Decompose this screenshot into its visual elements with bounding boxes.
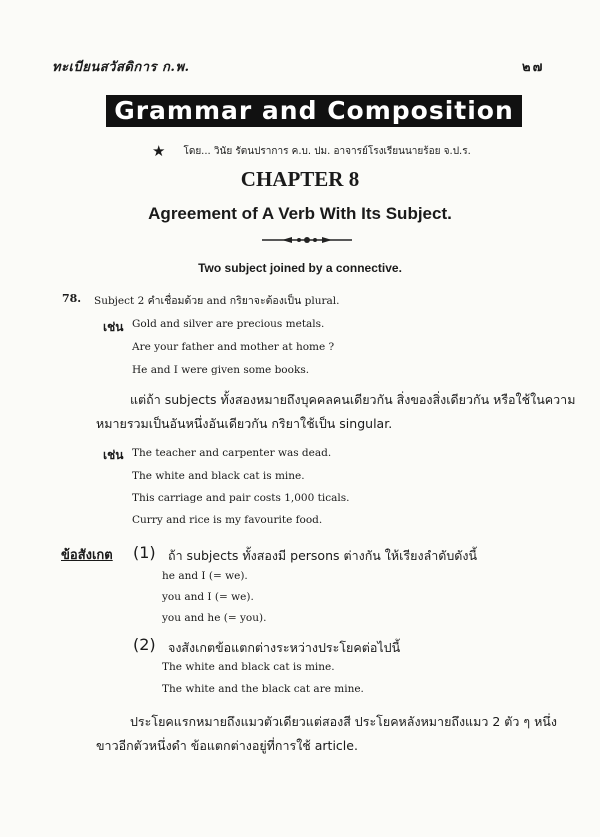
thai-paragraph-line: ขาวอีกตัวหนึ่งดำ ข้อแตกต่างอยู่ที่การใช้ article. bbox=[96, 738, 358, 753]
note-example-line: The white and black cat is mine. bbox=[162, 661, 335, 673]
thai-paragraph-line: ประโยคแรกหมายถึงแมวตัวเดียวแต่สองสี ประโยคหลังหมายถึงแมว 2 ตัว ๆ หนึ่ง bbox=[130, 714, 557, 729]
section-heading: Two subject joined by a connective. bbox=[198, 261, 402, 275]
rule-text: Subject 2 คำเชื่อมด้วย and กริยาจะต้องเป็น plural. bbox=[94, 295, 340, 307]
byline-text: โดย... วินัย รัตนปราการ ค.บ. ปม. อาจารย์โรงเรียนนายร้อย จ.ป.ร. bbox=[183, 146, 471, 157]
page-number: ๒๗ bbox=[522, 60, 545, 75]
note-label: ข้อสังเกต bbox=[61, 548, 113, 563]
thai-paragraph-line: หมายรวมเป็นอันหนึ่งอันเดียวกัน กริยาใช้เป็น singular. bbox=[96, 416, 393, 431]
note-item-number: (1) bbox=[133, 543, 156, 562]
note-example-line: you and he (= you). bbox=[162, 612, 267, 624]
example-line: Gold and silver are precious metals. bbox=[132, 318, 325, 330]
banner-title: Grammar and Composition bbox=[106, 95, 522, 127]
header-left-title: ทะเบียนสวัสดิการ ก.พ. bbox=[52, 60, 190, 75]
star-icon: ★ bbox=[152, 142, 166, 160]
example-line: He and I were given some books. bbox=[132, 364, 310, 376]
ornament-divider-icon bbox=[262, 234, 352, 246]
example-label: เช่น bbox=[103, 448, 124, 462]
thai-paragraph-line: แต่ถ้า subjects ทั้งสองหมายถึงบุคคลคนเดียวกัน สิ่งของสิ่งเดียวกัน หรือใช้ในความ bbox=[130, 392, 576, 407]
chapter-title: CHAPTER 8 bbox=[240, 167, 360, 191]
note-example-line: he and I (= we). bbox=[162, 570, 248, 582]
note-item-number: (2) bbox=[133, 635, 156, 654]
rule-number: 78. bbox=[62, 292, 82, 305]
example-line: The teacher and carpenter was dead. bbox=[132, 447, 332, 459]
note-item-text: จงสังเกตข้อแตกต่างระหว่างประโยคต่อไปนี้ bbox=[168, 640, 401, 655]
note-item-text: ถ้า subjects ทั้งสองมี persons ต่างกัน ให้เรียงลำดับดังนี้ bbox=[168, 548, 478, 563]
byline bbox=[152, 142, 471, 160]
chapter-subtitle: Agreement of A Verb With Its Subject. bbox=[148, 204, 452, 223]
example-line: Are your father and mother at home ? bbox=[132, 341, 335, 353]
example-label: เช่น bbox=[103, 320, 124, 334]
example-line: This carriage and pair costs 1,000 ticals. bbox=[132, 492, 350, 504]
note-example-line: you and I (= we). bbox=[162, 591, 254, 603]
example-line: The white and black cat is mine. bbox=[132, 470, 305, 482]
note-example-line: The white and the black cat are mine. bbox=[162, 683, 364, 695]
example-line: Curry and rice is my favourite food. bbox=[132, 514, 323, 526]
